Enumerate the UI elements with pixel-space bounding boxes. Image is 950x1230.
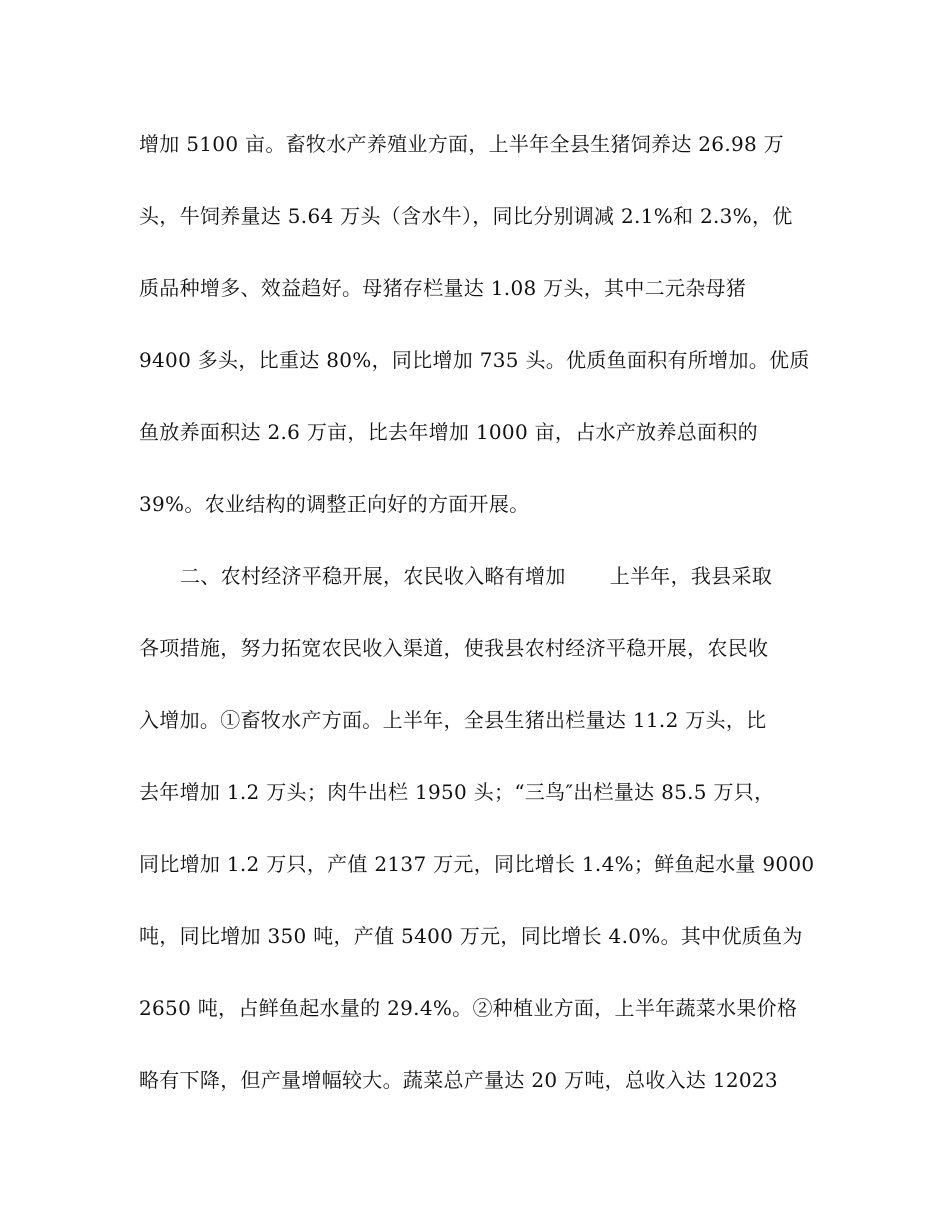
paragraph-line: 2650 吨，占鲜鱼起水量的 29.4%。②种植业方面，上半年蔬菜水果价格 [139,996,798,1020]
section-heading-line [180,560,860,592]
paragraph-line: 各项措施，努力拓宽农民收入渠道，使我县农村经济平稳开展，农民收 [139,636,769,660]
section-heading: 二、农村经济平稳开展，农民收入略有增加 [180,564,566,588]
section-lead-text: 上半年，我县采取 [609,564,773,588]
paragraph-line: 去年增加 1.2 万头；肉牛出栏 1950 头；“三鸟″出栏量达 85.5 万只， [139,780,775,804]
paragraph-line: 质品种增多、效益趋好。母猪存栏量达 1.08 万头，其中二元杂母猪 [139,276,747,300]
paragraph-line: 略有下降，但产量增幅较大。蔬菜总产量达 20 万吨，总收入达 12023 [139,1068,778,1092]
paragraph-line: 同比增加 1.2 万只，产值 2137 万元，同比增长 1.4%；鲜鱼起水量 9000 [139,852,815,876]
paragraph-line: 鱼放养面积达 2.6 万亩，比去年增加 1000 亩，占水产放养总面积的 [139,420,758,444]
paragraph-line: 9400 多头，比重达 80%，同比增加 735 头。优质鱼面积有所增加。优质 [139,348,810,372]
paragraph-line: 头，牛饲养量达 5.64 万头（含水牛），同比分别调减 2.1%和 2.3%，优 [139,204,793,228]
paragraph-line: 入增加。①畜牧水产方面。上半年，全县生猪出栏量达 11.2 万头，比 [139,708,767,732]
paragraph-line: 39%。农业结构的调整正向好的方面开展。 [139,492,530,516]
paragraph-line: 增加 5100 亩。畜牧水产养殖业方面，上半年全县生猪饲养达 26.98 万 [139,132,784,156]
paragraph-line: 吨，同比增加 350 吨，产值 5400 万元，同比增长 4.0%。其中优质鱼为 [139,924,803,948]
